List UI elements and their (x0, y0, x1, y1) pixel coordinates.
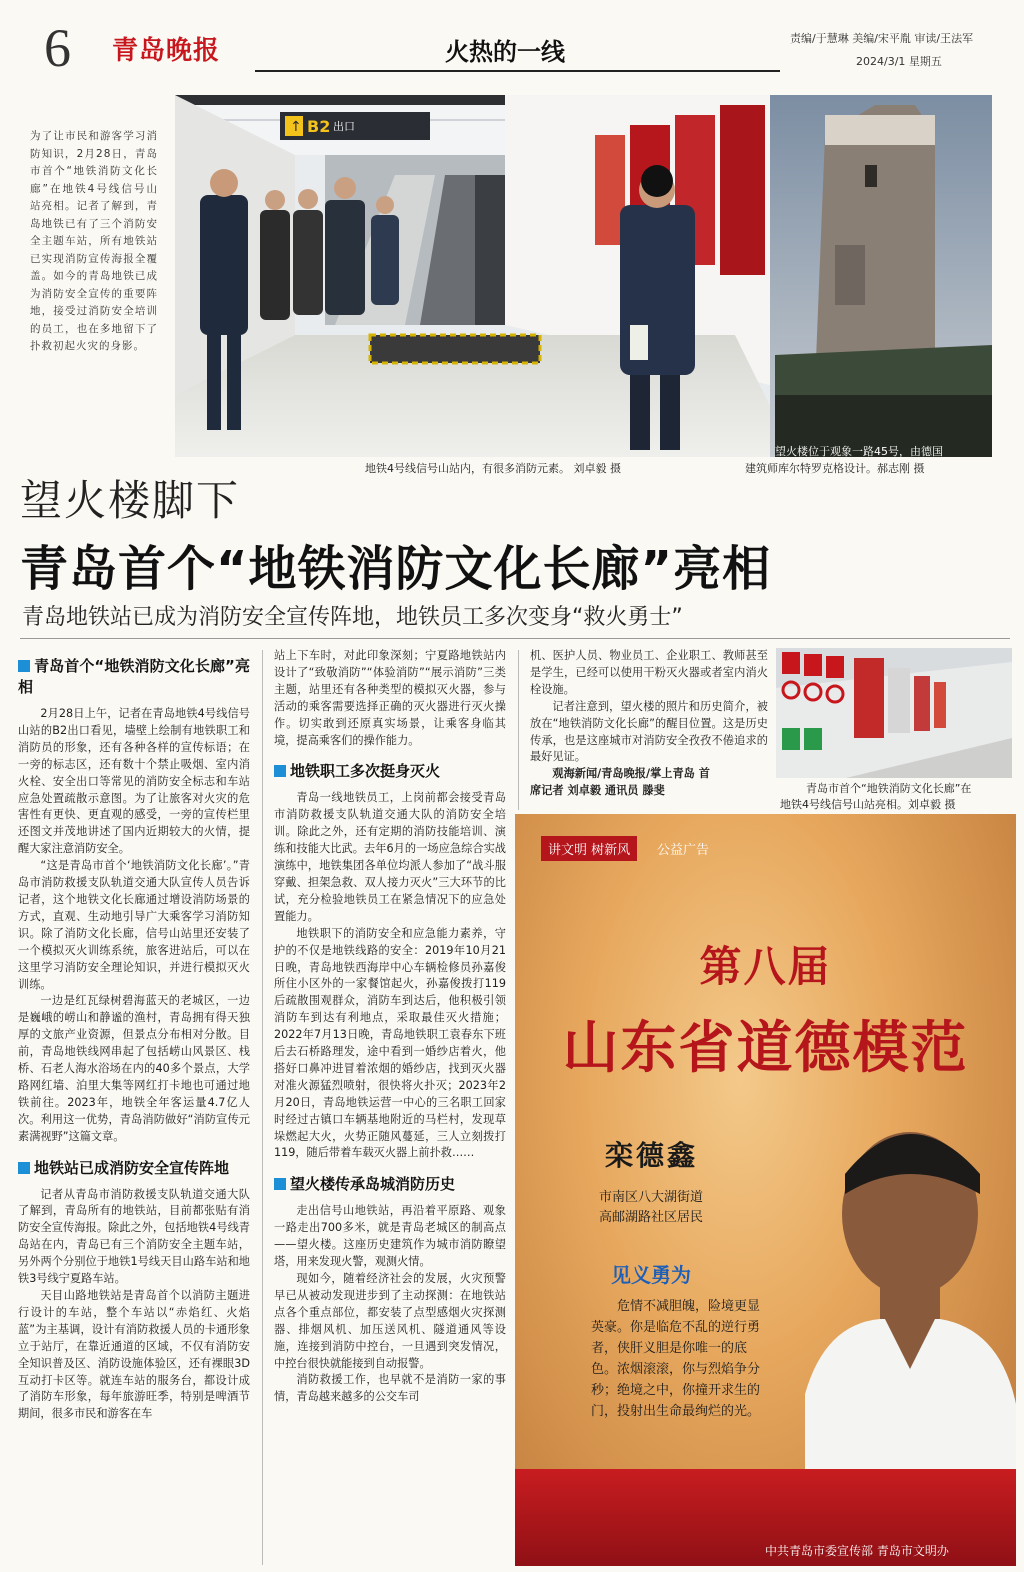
bullet-square-icon (274, 765, 286, 777)
paragraph: 记者注意到，望火楼的照片和历史简介，被放在“地铁消防文化长廊”的醒目位置。这是历史传承，也是这座城市对消防安全孜孜不倦追求的最好见证。 (530, 699, 768, 764)
honoree-category: 见义勇为 (611, 1263, 691, 1287)
byline: 席记者 刘卓毅 通讯员 滕斐 (530, 784, 665, 798)
paragraph: 青岛一线地铁员工，上岗前都会接受青岛市消防救援支队轨道交通大队的消防安全培训。除此之外，还有定期的消防技能培训、演练和技能大比武。去年6月的一场应急综合实战演练中，地铁集团各单位均派人参加了“战斗服穿戴、担架急救、双人接力灭火”三大环节的比试，充分检验地铁员工在紧急情况下的应急处置能力。 (274, 791, 506, 923)
corridor-illustration (776, 648, 1012, 778)
photo-caption-left: 地铁4号线信号山站内，有很多消防元素。 刘卓毅 摄 (365, 462, 621, 475)
ad-edition: 第八届 (699, 942, 832, 991)
public-service-ad (515, 814, 1016, 1566)
paragraph: 走出信号山地铁站，再沿着平原路、观象一路走出700多米，就是青岛老城区的制高点——望火楼。这座历史建筑作为城市消防瞭望塔，用来发现火警，观测火情。 (274, 1204, 506, 1269)
exit-sign-text: 出口 (333, 120, 355, 133)
ad-title: 山东省道德模范 (562, 1016, 969, 1081)
header-divider (255, 70, 780, 72)
section-heading: 地铁职工多次挺身灭火 (274, 761, 506, 782)
paragraph: 2月28日上午，记者在青岛地铁4号线信号山站的B2出口看见，墙壁上绘制有地铁职工和消防员的形象，还有各种各样的宣传标语；在一旁的标志区，还有数十个禁止吸烟、室内消火栓、安全出口等常见的消防安全标志和车站应急处置疏散示意图。为了让旅客对火灾的危害性有更快、更直观的感受，一旁的宣传栏里还图文并茂地讲述了国内近期较大的火情，提醒大家注意消防安全。 (18, 707, 250, 856)
section-heading: 青岛首个“地铁消防文化长廊”亮相 (18, 657, 250, 696)
honoree-description: 危情不减胆魄，险境更显英豪。你是临危不乱的逆行勇者，侠肝义胆是你唯一的底色。浓烟滚滚，你与烈焰争分秒；绝境之中，你撞开求生的门，投射出生命最绚烂的光。 (591, 1299, 761, 1419)
photo-caption-right-line2: 建筑师库尔特罗克格设计。郝志刚 摄 (745, 462, 925, 475)
honoree-name: 栾德鑫 (605, 1139, 699, 1172)
ad-tag-suffix: 公益广告 (657, 843, 710, 858)
headline-rule (20, 638, 1010, 639)
ad-tag: 讲文明 树新风 (541, 836, 637, 861)
main-headline: 青岛首个“地铁消防文化长廊”亮相 (20, 541, 772, 597)
honoree-place-line1: 市南区八大湖街道 (599, 1190, 704, 1205)
byline: 观海新闻/青岛晚报/掌上青岛 首 (552, 767, 710, 781)
paragraph: 消防救援工作，也早就不是消防一家的事情，青岛越来越多的公交车司 (274, 1373, 506, 1404)
paragraph: 一边是红瓦绿树碧海蓝天的老城区，一边是巍峨的崂山和静谧的渔村，青岛拥有得天独厚的文旅产业资源，但景点分布相对分散。目前，青岛地铁线网串起了包括崂山风景区、栈桥、石老人海水浴场在内的40多个景点，大学路网红墙、泊里大集等网红打卡地也可通过地铁前往。2023年，地铁全年客运量4.7亿人次。利用这一优势，青岛消防做好“消防宣传元素满视野”这篇文章。 (18, 994, 250, 1143)
editor-credits: 责编/于慧琳 美编/宋平胤 审读/王法军 (790, 32, 974, 45)
paragraph: 站上下车时，对此印象深刻；宁夏路地铁站内设计了“致敬消防”“体验消防”“展示消防”三类主题，站里还有各种类型的模拟灭火器，参与活动的乘客需要选择正确的灭火器进行灭火操作。切实敢到还原真实场景，让乘客身临其境，提高乘客们的操作能力。 (274, 649, 506, 747)
section-title: 火热的一线 (445, 38, 565, 66)
issue-date: 2024/3/1 星期五 (856, 55, 942, 68)
photo-caption-right-line1: 望火楼位于观象一路45号，由德国 (775, 445, 943, 458)
bullet-square-icon (274, 1178, 286, 1190)
paragraph: 现如今，随着经济社会的发展，火灾预警早已从被动发现进步到了主动探测：在地铁站点各个重点部位，都安装了点型感烟火灾探测器、排烟风机、加压送风机、隧道通风等设施，连接到消防中控台，一旦遇到突发情况，中控台很快就能接到自动报警。 (274, 1272, 506, 1370)
svg-text:↑: ↑ (290, 119, 302, 135)
page-number: 6 (44, 18, 71, 78)
headline-kicker: 望火楼脚下 (20, 476, 241, 525)
section-heading: 望火楼传承岛城消防历史 (274, 1174, 506, 1195)
paragraph: 机、医护人员、物业员工、企业职工、教师甚至是学生，已经可以使用干粉灭火器或者室内消火栓设施。 (530, 649, 768, 696)
subway-station-photo (175, 95, 992, 457)
article-column-1 (18, 656, 250, 1568)
intro-paragraph: 为了让市民和游客学习消防知识，2月28日，青岛市首个“地铁消防文化长廊”在地铁4号线信号山站亮相。记者了解到，青岛地铁已有了三个消防安全主题车站，所有地铁站已实现消防宣传海报全覆盖。如今的青岛地铁已成为消防安全宣传的重要阵地，接受过消防安全培训的员工，也在多地留下了扑救初起火灾的身影。 (30, 130, 158, 352)
corridor-photo-caption-line1: 青岛市首个“地铁消防文化长廊”在 (806, 782, 972, 795)
newspaper-logo: 青岛晚报 (112, 36, 221, 66)
paragraph: 地铁职下的消防安全和应急能力素养，守护的不仅是地铁线路的安全：2019年10月21日晚，青岛地铁西海岸中心车辆检修员孙嘉俊所住小区外的一家餐馆起火，孙嘉俊拨打119后疏散围观群众，消防车到达后，他积极引领消防车到达有利地点，采取最佳灭火措施；2022年7月13日晚，青岛地铁职工袁春东下班后去石桥路理发，途中看到一婚纱店着火，他搭好口鼻冲进冒着浓烟的婚纱店，找到灭火器对准火源猛烈喷射，很快将火扑灭；2023年2月20日，青岛地铁运营一中心的三名职工回家时经过古镇口车辆基地附近的马栏村，发现草垛燃起大火，火势正随风蔓延，三人立刻拨打119，随后带着车载灭火器上前扑救…… (274, 926, 506, 1160)
paragraph: 天目山路地铁站是青岛首个以消防主题进行设计的车站，整个车站以“赤焰红、火焰蓝”为主基调，设计有消防救援人员的卡通形象立于站厅，在靠近通道的区域，不仅有消防安全知识普及区、消防设施体验区，还有裸眼3D互动打卡区等。就连车站的服务台，都设计成了消防车形象，每年旅游旺季，特别是啤酒节期间，很多市民和游客在车 (18, 1289, 250, 1421)
exit-sign-label: B2 (307, 117, 331, 136)
culture-corridor-photo (776, 648, 1012, 778)
ad-sponsor: 中共青岛市委宣传部 青岛市文明办 (765, 1544, 949, 1558)
bullet-square-icon (18, 660, 30, 672)
bullet-square-icon (18, 1162, 30, 1174)
paragraph: “这是青岛市首个‘地铁消防文化长廊’。”青岛市消防救援支队轨道交通大队宣传人员告诉记者，这个地铁文化长廊通过增设消防场景的方式，直观、生动地引导广大乘客学习消防知识。除了消防文化长廊，信号山站里还安装了一个模拟灭火训练系统，旅客进站后，可以在这里学习消防安全理论知识，并进行模拟灭火训练。 (18, 859, 250, 991)
sub-headline: 青岛地铁站已成为消防安全宣传阵地，地铁员工多次变身“救火勇士” (22, 605, 683, 630)
article-column-3 (530, 648, 768, 798)
column-divider (262, 650, 263, 1565)
article-column-2 (274, 648, 506, 1566)
column-divider (518, 650, 519, 810)
corridor-photo-caption-line2: 地铁4号线信号山站亮相。刘卓毅 摄 (780, 798, 956, 811)
paragraph: 记者从青岛市消防救援支队轨道交通大队了解到，青岛所有的地铁站，目前都张贴有消防安全宣传海报。除此之外，包括地铁4号线青岛站在内，青岛已有三个消防安全主题车站，另外两个分别位于地铁1号线天目山路车站和地铁3号线宁夏路车站。 (18, 1187, 250, 1286)
section-heading: 地铁站已成消防安全宣传阵地 (18, 1158, 250, 1179)
honoree-place-line2: 高邮湖路社区居民 (599, 1210, 704, 1225)
station-illustration (175, 95, 992, 457)
